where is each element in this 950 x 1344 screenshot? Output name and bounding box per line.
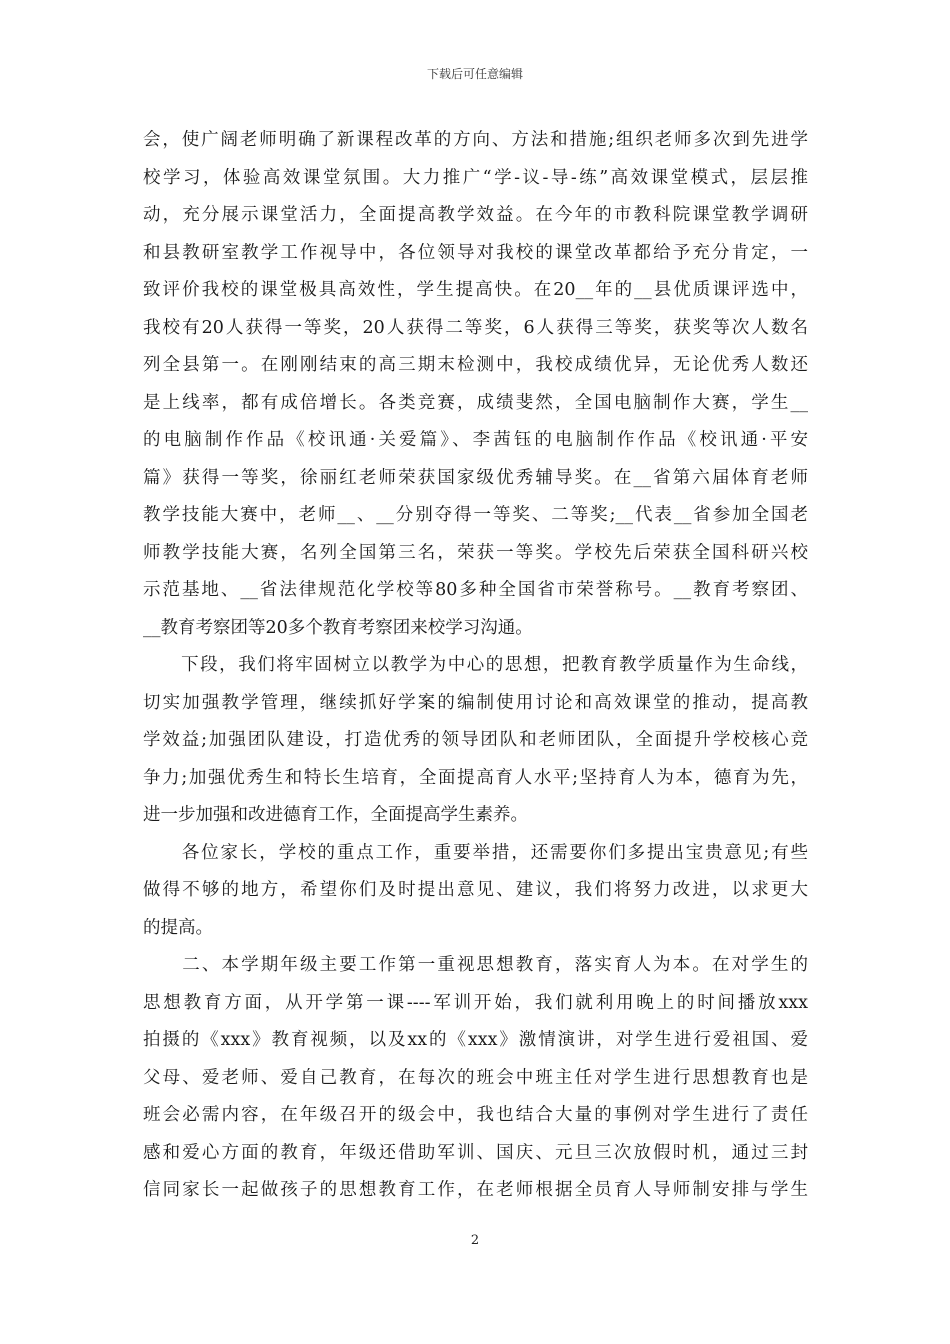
text-line: 我校有20人获得一等奖，20人获得二等奖，6人获得三等奖，获奖等次人数名 — [143, 317, 808, 338]
text-line: 是上线率，都有成倍增长。各类竞赛，成绩斐然，全国电脑制作大赛，学生__ — [143, 392, 808, 413]
text-line: 切实加强教学管理，继续抓好学案的编制使用讨论和高效课堂的推动，提高教 — [143, 692, 808, 713]
page-header: 下载后可任意编辑 — [426, 67, 523, 81]
text-line: 思想教育方面，从开学第一课----军训开始，我们就利用晚上的时间播放xxx — [143, 992, 808, 1013]
text-line: 各位家长，学校的重点工作，重要举措，还需要你们多提出宝贵意见;有些 — [143, 842, 808, 863]
text-line: 篇》获得一等奖，徐丽红老师荣获国家级优秀辅导奖。在__省第六届体育老师 — [143, 467, 808, 488]
text-line: 学效益;加强团队建设，打造优秀的领导团队和老师团队，全面提升学校核心竞 — [143, 730, 808, 750]
text-line: 二、本学期年级主要工作第一重视思想教育，落实育人为本。在对学生的 — [143, 955, 808, 975]
document-body — [143, 122, 808, 1210]
text-line: 师教学技能大赛，名列全国第三名，荣获一等奖。学校先后荣获全国科研兴校 — [143, 542, 808, 563]
text-line: 信同家长一起做孩子的思想教育工作，在老师根据全员育人导师制安排与学生 — [143, 1180, 808, 1200]
text-line: 的电脑制作作品《校讯通·关爱篇》、李茜钰的电脑制作作品《校讯通·平安 — [143, 430, 808, 450]
text-line: 父母、爱老师、爱自己教育，在每次的班会中班主任对学生进行思想教育也是 — [143, 1067, 808, 1088]
text-line: 校学习，体验高效课堂氛围。大力推广“学-议-导-练”高效课堂模式，层层推 — [143, 167, 808, 188]
text-line: 教学技能大赛中，老师__、__分别夺得一等奖、二等奖;__代表__省参加全国老 — [143, 505, 808, 525]
text-line: 班会必需内容，在年级召开的级会中，我也结合大量的事例对学生进行了责任 — [143, 1105, 808, 1125]
text-line: 下段，我们将牢固树立以教学为中心的思想，把教育教学质量作为生命线， — [143, 655, 808, 675]
text-line: 会，使广阔老师明确了新课程改革的方向、方法和措施;组织老师多次到先进学 — [143, 130, 808, 150]
page-number: 2 — [470, 1233, 480, 1248]
text-line: 动，充分展示课堂活力，全面提高教学效益。在今年的市教科院课堂教学调研 — [143, 205, 808, 225]
text-line: 和县教研室教学工作视导中，各位领导对我校的课堂改革都给予充分肯定，一 — [143, 242, 808, 263]
text-line: __教育考察团等20多个教育考察团来校学习沟通。 — [143, 617, 533, 638]
text-line: 感和爱心方面的教育，年级还借助军训、国庆、元旦三次放假时机，通过三封 — [143, 1142, 808, 1163]
text-line: 示范基地、__省法律规范化学校等80多种全国省市荣誉称号。__教育考察团、 — [143, 580, 808, 600]
text-line: 做得不够的地方，希望你们及时提出意见、建议，我们将努力改进，以求更大 — [143, 880, 808, 900]
text-line: 进一步加强和改进德育工作，全面提高学生素养。 — [143, 805, 528, 825]
text-line: 拍摄的《xxx》教育视频，以及xx的《xxx》激情演讲，对学生进行爱祖国、爱 — [143, 1030, 808, 1050]
text-line: 的提高。 — [143, 917, 213, 938]
text-line: 致评价我校的课堂极具高效性，学生提高快。在20__年的__县优质课评选中， — [143, 280, 808, 300]
text-line: 列全县第一。在刚刚结束的高三期末检测中，我校成绩优异，无论优秀人数还 — [143, 355, 808, 375]
text-line: 争力;加强优秀生和特长生培育，全面提高育人水平;坚持育人为本，德育为先， — [143, 767, 808, 788]
